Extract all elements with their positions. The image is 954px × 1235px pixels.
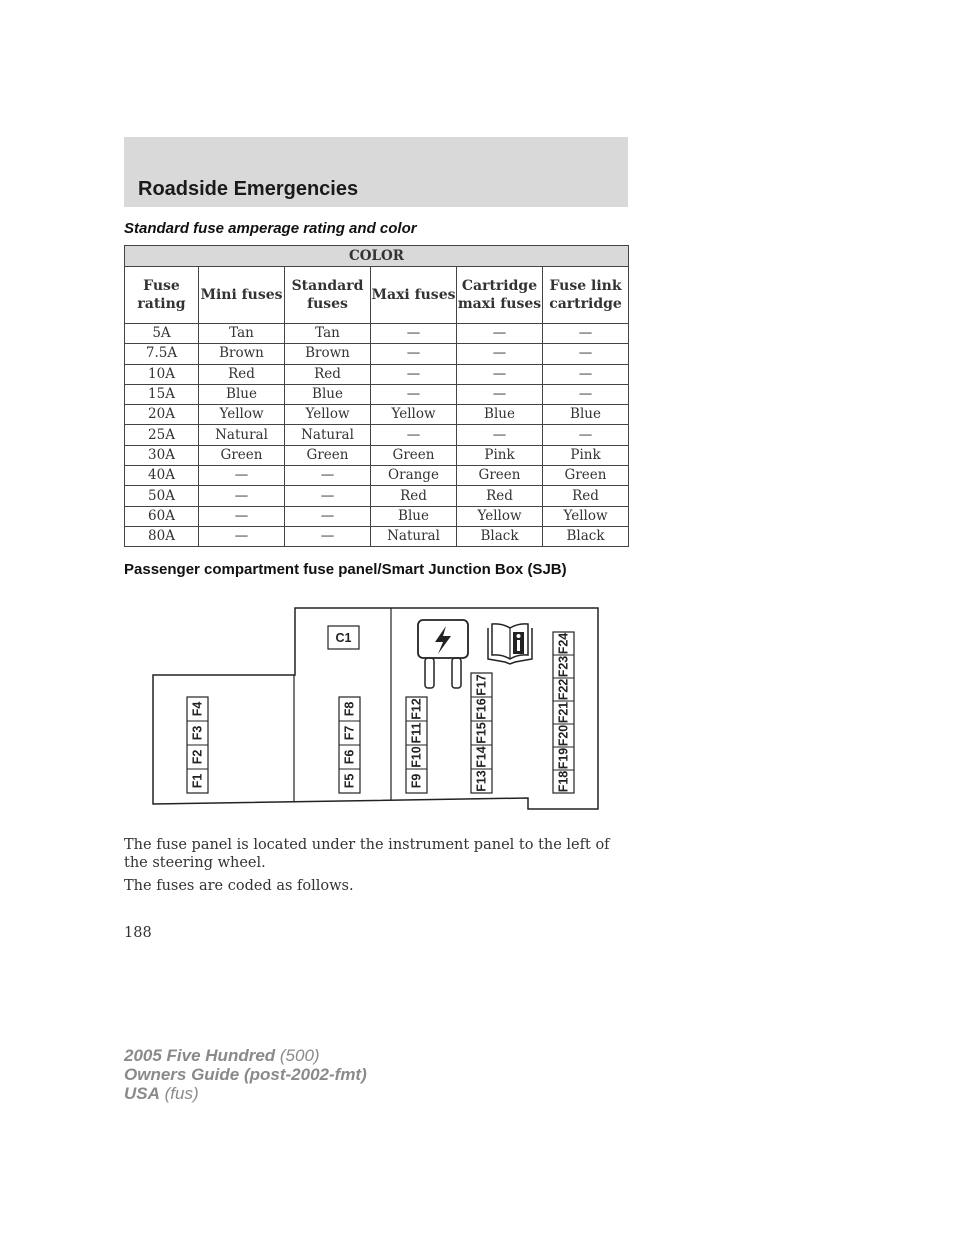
header-band — [124, 137, 628, 207]
table-cell: Green — [457, 466, 543, 486]
table-cell: — — [543, 384, 629, 404]
table-cell: Green — [285, 445, 371, 465]
fuse-label: F11 — [409, 722, 424, 744]
table-cell: Pink — [457, 445, 543, 465]
table-cell: — — [371, 344, 457, 364]
table-cell: Brown — [285, 344, 371, 364]
fuse-label: F19 — [556, 747, 571, 770]
column-header: Maxi fuses — [371, 267, 457, 324]
column-header: Cartridge maxi fuses — [457, 267, 543, 324]
table-cell: Yellow — [457, 506, 543, 526]
fuse-label: F3 — [190, 725, 205, 741]
footer — [124, 1046, 367, 1103]
table-cell: 5A — [125, 324, 199, 344]
table-cell: 30A — [125, 445, 199, 465]
table-cell: — — [199, 506, 285, 526]
footer-model-code: (500) — [275, 1046, 320, 1065]
table-row — [125, 425, 629, 445]
section-title: Roadside Emergencies — [138, 178, 359, 200]
footer-model: 2005 Five Hundred — [124, 1046, 276, 1065]
table-cell: Pink — [543, 445, 629, 465]
fuse-color-table — [124, 245, 629, 547]
table-cell: — — [457, 324, 543, 344]
fuse-label: F10 — [409, 746, 424, 768]
column-header: Mini fuses — [199, 267, 285, 324]
table-cell: Blue — [199, 384, 285, 404]
fuse-label: F20 — [556, 724, 571, 747]
table-cell: Natural — [285, 425, 371, 445]
fuse-label: F5 — [342, 773, 357, 789]
table-cell: Green — [371, 445, 457, 465]
fuse-label: F8 — [342, 701, 357, 717]
table-cell: — — [371, 324, 457, 344]
table-cell: 10A — [125, 364, 199, 384]
table-cell: — — [199, 526, 285, 546]
fuse-label: F15 — [474, 722, 489, 744]
table-cell: Blue — [457, 405, 543, 425]
table-cell: — — [457, 384, 543, 404]
panel-title: Passenger compartment fuse panel/Smart Junction Box (SJB) — [124, 561, 567, 578]
fuse-label: F7 — [342, 725, 357, 741]
table-cell: Orange — [371, 466, 457, 486]
table-cell: 15A — [125, 384, 199, 404]
body-paragraph: The fuses are coded as follows. — [124, 878, 354, 894]
table-cell: Green — [543, 466, 629, 486]
footer-guide: Owners Guide (post-2002-fmt) — [124, 1065, 367, 1084]
table-cell: Natural — [371, 526, 457, 546]
fuse-label: F21 — [556, 701, 571, 724]
footer-market-code: (fus) — [159, 1084, 199, 1103]
table-title: Standard fuse amperage rating and color — [124, 220, 417, 237]
table-cell: Black — [543, 526, 629, 546]
footer-market: USA — [124, 1084, 160, 1103]
fuse-label: F23 — [556, 655, 571, 678]
column-header: Standard fuses — [285, 267, 371, 324]
table-cell: — — [543, 344, 629, 364]
table-row — [125, 466, 629, 486]
body-paragraph: The fuse panel is located under the instrument panel to the left of the steering wheel. — [124, 837, 610, 871]
fuse-label: F16 — [474, 698, 489, 720]
fuse-label: F1 — [190, 773, 205, 789]
table-row — [125, 486, 629, 506]
table-cell: — — [199, 486, 285, 506]
table-cell: 50A — [125, 486, 199, 506]
table-cell: 80A — [125, 526, 199, 546]
table-cell: Green — [199, 445, 285, 465]
table-cell: Red — [199, 364, 285, 384]
table-cell: 60A — [125, 506, 199, 526]
table-cell: Blue — [285, 384, 371, 404]
table-cell: 20A — [125, 405, 199, 425]
table-cell: 7.5A — [125, 344, 199, 364]
table-row — [125, 506, 629, 526]
table-row — [125, 405, 629, 425]
table-cell: — — [543, 425, 629, 445]
table-cell: — — [457, 344, 543, 364]
fuse-label: F2 — [190, 749, 205, 765]
table-cell: — — [457, 425, 543, 445]
fuse-label: F18 — [556, 770, 571, 793]
table-cell: — — [285, 526, 371, 546]
table-row — [125, 364, 629, 384]
table-cell: Tan — [285, 324, 371, 344]
table-cell: Red — [371, 486, 457, 506]
column-header: Fuse link cartridge — [543, 267, 629, 324]
table-cell: Natural — [199, 425, 285, 445]
table-cell: — — [457, 364, 543, 384]
table-cell: — — [199, 466, 285, 486]
table-cell: Yellow — [543, 506, 629, 526]
table-cell: — — [285, 466, 371, 486]
fuse-label: F12 — [409, 698, 424, 720]
relay-icon — [418, 620, 468, 688]
table-row — [125, 445, 629, 465]
table-cell: Brown — [199, 344, 285, 364]
color-header: COLOR — [125, 246, 629, 267]
table-cell: Yellow — [285, 405, 371, 425]
info-book-icon — [488, 624, 532, 664]
connector-label: C1 — [335, 631, 352, 645]
table-cell: Yellow — [371, 405, 457, 425]
table-cell: 40A — [125, 466, 199, 486]
table-cell: Blue — [543, 405, 629, 425]
table-cell: — — [285, 506, 371, 526]
fuse-label: F13 — [474, 770, 489, 792]
page-number: 188 — [124, 925, 152, 941]
table-cell: — — [543, 364, 629, 384]
fuse-label: F6 — [342, 749, 357, 765]
table-cell: Red — [543, 486, 629, 506]
fuse-panel-diagram — [150, 604, 602, 812]
table-cell: Blue — [371, 506, 457, 526]
table-cell: Red — [285, 364, 371, 384]
table-row — [125, 526, 629, 546]
fuse-label: F4 — [190, 701, 205, 717]
table-cell: — — [285, 486, 371, 506]
table-cell: — — [371, 425, 457, 445]
table-body — [125, 324, 629, 547]
fuse-label: F22 — [556, 678, 571, 701]
table-cell: Black — [457, 526, 543, 546]
column-header: Fuse rating — [125, 267, 199, 324]
table-row — [125, 344, 629, 364]
fuse-label: F17 — [474, 674, 489, 696]
table-cell: — — [371, 364, 457, 384]
table-cell: — — [371, 384, 457, 404]
fuse-label: F9 — [409, 773, 424, 789]
fuse-label: F24 — [556, 632, 571, 655]
table-cell: — — [543, 324, 629, 344]
fuse-label: F14 — [474, 746, 489, 768]
table-cell: Tan — [199, 324, 285, 344]
table-row — [125, 384, 629, 404]
table-cell: Red — [457, 486, 543, 506]
table-cell: 25A — [125, 425, 199, 445]
table-row — [125, 324, 629, 344]
table-cell: Yellow — [199, 405, 285, 425]
